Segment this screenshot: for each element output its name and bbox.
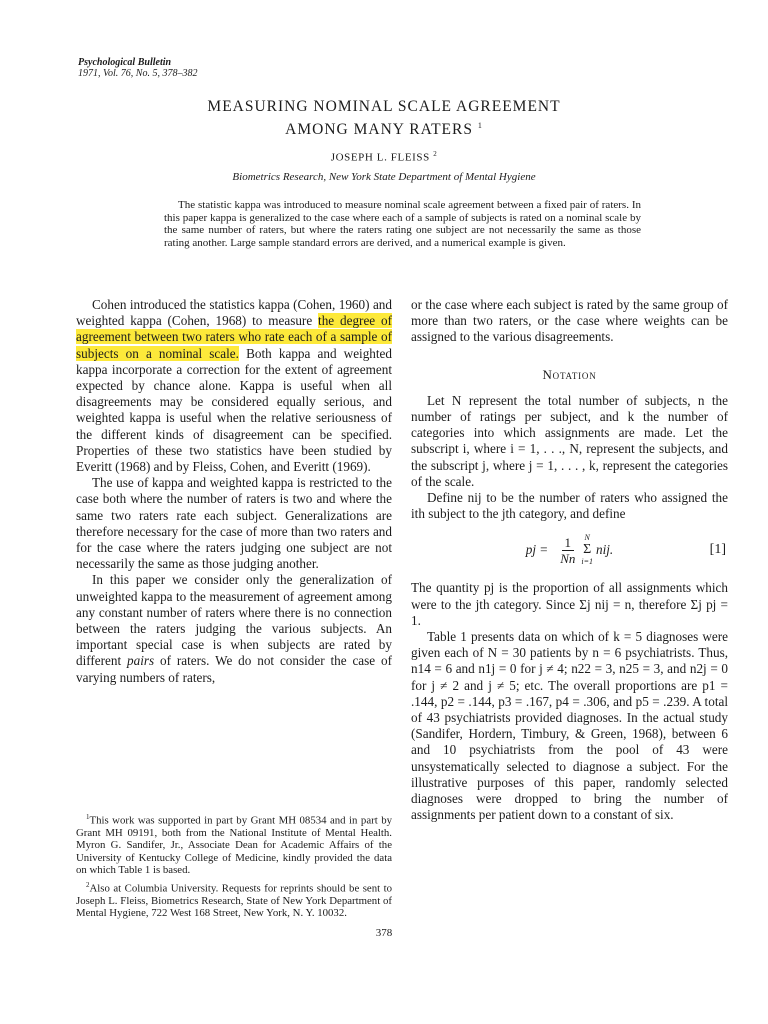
left-paragraph-2: The use of kappa and weighted kappa is restricted to the case both where the number of raters is two and where the same two raters rate each subject. Generalizations are therefore necessary for the case of more than two raters and for the case where the raters judging one subject are not necessarily the same as those judging another.	[76, 475, 392, 572]
equation-numerator: 1	[562, 535, 575, 551]
title-line-2-text: AMONG MANY RATERS	[285, 121, 473, 139]
page-number: 378	[375, 927, 393, 939]
equation-fraction	[560, 535, 575, 566]
right-paragraph-3: Define nij to be the number of raters who assigned the ith subject to the jth category, and define	[411, 490, 728, 522]
left-p3-italic: pairs	[127, 653, 155, 669]
paper-title	[0, 97, 768, 139]
equation-term: nij.	[596, 542, 614, 558]
footnote-2-text: Also at Columbia University. Requests for reprints should be sent to Joseph L. Fleiss, Biometrics Research, State of New York Department of Mental Hygiene, 722 West 168 Street, New York, N. Y. 10032.	[76, 882, 392, 920]
right-paragraph-2: Let N represent the total number of subjects, n the number of ratings per subject, and k the number of categories into which assignments are made. Let the subscript i, where i = 1, . . ., N, represent the subjects, and the subscript j, where j = 1, . . . , k, represent the categories of the scale.	[411, 392, 728, 489]
summation-lower-limit: i=1	[581, 557, 594, 567]
journal-reference	[78, 57, 197, 79]
equation-lhs: pj =	[525, 542, 549, 558]
footnote-1-text: This work was supported in part by Grant MH 08534 and in part by Grant MH 09191, both from the National Institute of Mental Health. Myron G. Sandifer, Jr., Associate Dean for Academic Affairs of the University of Kentucky College of Medicine, kindly provided the data on which Table 1 is based.	[76, 814, 392, 877]
right-paragraph-1: or the case where each subject is rated by the same group of more than two raters, or the case where weights can be assigned to the various disagreements.	[411, 297, 728, 345]
title-line-1: MEASURING NOMINAL SCALE AGREEMENT	[207, 98, 561, 115]
summation-symbol: Σ	[583, 542, 592, 558]
section-heading-notation: Notation	[542, 366, 597, 382]
equation-number: [1]	[709, 542, 726, 558]
left-paragraph-1	[76, 297, 392, 475]
journal-title: Psychological Bulletin	[78, 57, 172, 68]
abstract: The statistic kappa was introduced to measure nominal scale agreement between a fixed pair of raters. In this paper kappa is generalized to the case where each of a sample of subjects is rated on a nominal scale by the same number of raters, but where the raters rating one subject are not necessarily the same as those rating another. Large sample standard errors are derived, and a numerical example is given.	[164, 199, 641, 249]
left-p3-text-b: of raters. We do not consider the case of varying numbers of raters,	[76, 653, 392, 685]
journal-volume-line: 1971, Vol. 76, No. 5, 378–382	[78, 68, 198, 79]
summation-upper-limit: N	[584, 533, 590, 543]
author-footnote-mark: 2	[433, 150, 438, 158]
left-column	[76, 297, 392, 686]
left-p1-text-b: Both kappa and weighted kappa incorporate a correction for the extent of agreement expected by chance alone. Kappa is useful when all disagreements may be considered equally serious, and weighted kappa is useful when the relative seriousness of the different kinds of disagreement can be specified. Properties of these two statistics have been studied by Everitt (1968) and by Fleiss, Cohen, and Everitt (1969).	[76, 345, 393, 475]
left-paragraph-3	[76, 572, 392, 685]
title-line-2	[0, 116, 768, 139]
affiliation: Biometrics Research, New York State Department of Mental Hygiene	[232, 171, 536, 183]
equation-denominator: Nn	[560, 550, 576, 566]
right-column	[411, 297, 728, 823]
author-name: JOSEPH L. FLEISS	[330, 151, 430, 164]
equation-1	[411, 528, 728, 572]
footnote-2-mark: 2	[86, 880, 90, 889]
right-paragraph-4: The quantity pj is the proportion of all assignments which were to the jth category. Since Σj nij = n, therefore Σj pj = 1.	[411, 580, 728, 628]
author-line	[0, 150, 768, 164]
title-footnote-mark: 1	[477, 121, 483, 130]
footnote-1-mark: 1	[86, 813, 90, 821]
right-paragraph-5: Table 1 presents data on which of k = 5 diagnoses were given each of N = 30 patients by n = 6 psychiatrists. Thus, n14 = 6 and n1j = 0 for j ≠ 4; n22 = 3, n25 = 3, and n2j = 0 for j ≠ 2 and j ≠ 5; etc. The overall proportions are p1 = .144, p2 = .144, p3 = .167, p4 = .306, and p5 = .239. A total of 43 psychiatrists provided diagnoses. In the actual study (Sandifer, Hordern, Timbury, & Green, 1968), between 6 and 10 psychiatrists from the pool of 43 were unsystematically selected to diagnose a subject. For the illustrative purposes of this paper, randomly selected diagnoses were dropped to bring the number of assignments per patient down to a constant of six.	[411, 629, 728, 823]
footnotes	[76, 811, 392, 921]
highlighted-text: the degree of agreement between two raters who rate each of a sample of subjects on a nominal scale.	[76, 313, 392, 361]
footnote-2	[76, 879, 392, 920]
equation-summation	[581, 533, 593, 567]
left-p3-text-a: In this paper we consider only the generalization of unweighted kappa to the measurement of agreement among any constant number of raters where there is no connection between the raters judging the various subjects. An important special case is when subjects are rated by different	[76, 572, 392, 669]
left-p1-text-a: Cohen introduced the statistics kappa (Cohen, 1960) and weighted kappa (Cohen, 1968) to measure	[76, 297, 392, 329]
footnote-1	[76, 811, 392, 877]
